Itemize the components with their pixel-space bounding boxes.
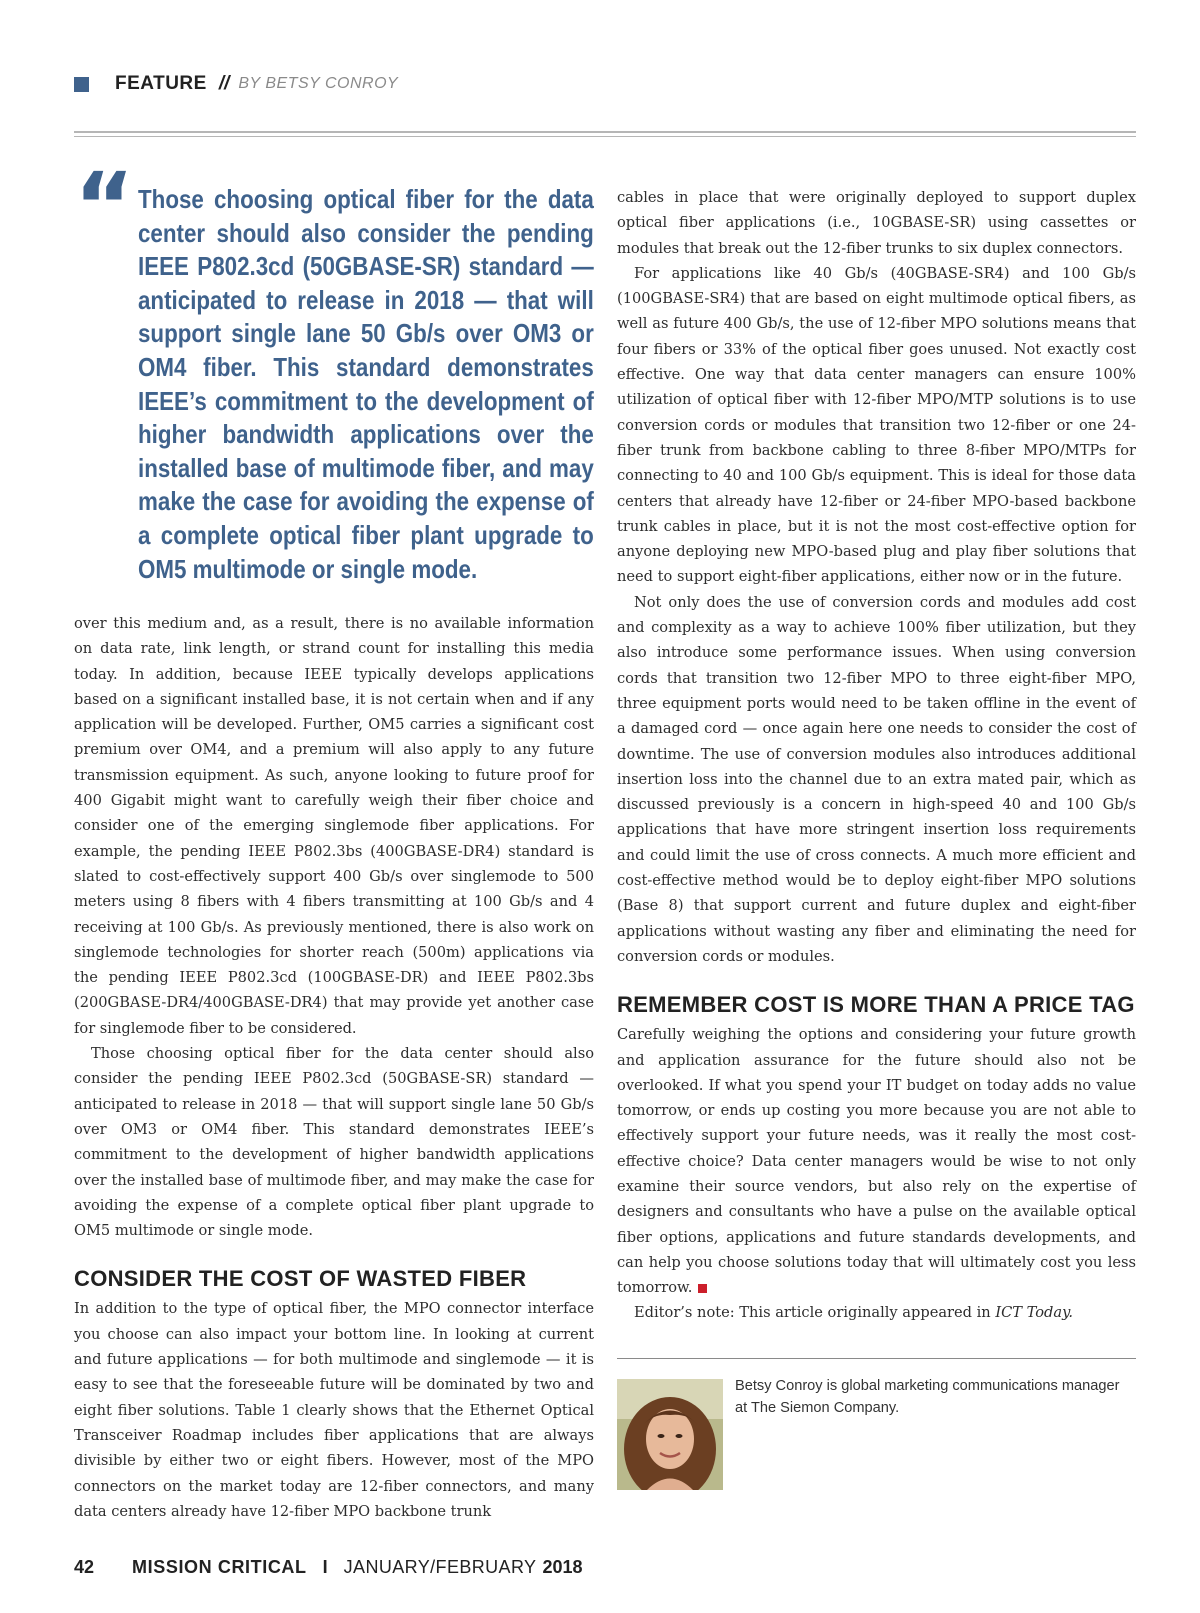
- author-portrait-image: [617, 1379, 723, 1490]
- body-paragraph: Those choosing optical fiber for the data center should also consider the pending IEEE P802.3cd (50GBASE-SR) standard — anticipated to release in 2018 — that will support single lane 50 Gb/s over OM3 or OM4 fiber. This standard demonstrates IEEE’s commitment to the development of higher bandwidth applications over the installed base of multimode fiber, and may make the case for avoiding the expense of a complete optical fiber plant upgrade to OM5 multimode or single mode.: [74, 1045, 594, 1240]
- footer-separator: I: [322, 1556, 328, 1577]
- body-paragraph: cables in place that were originally deployed to support duplex optical fiber applications (i.e., 10GBASE-SR) using cassettes or modules that break out the 12-fiber trunks to six duplex connectors.: [617, 189, 1136, 257]
- issue-year: 2018: [542, 1556, 583, 1577]
- body-paragraph: In addition to the type of optical fiber, the MPO connector interface you choose can also impact your bottom line. In looking at current and future applications — for both multimode and singlemode — it is easy to see that the foreseeable future will be dominated by two and eight fiber solutions. Table 1 clearly shows that the Ethernet Optical Transceiver Roadmap includes fiber applications that are always divisible by either two or eight fibers. However, most of the MPO connectors on the market today are 12-fiber connectors, and many data centers already have 12-fiber MPO backbone trunk: [74, 1300, 594, 1520]
- header-rule: [74, 131, 1136, 137]
- editor-note: [617, 1300, 1136, 1325]
- body-paragraph-final: [617, 1022, 1136, 1300]
- body-paragraph: Not only does the use of conversion cords and modules add cost and complexity as a way to achieve 100% fiber utilization, but they also introduce some performance issues. When using conversion cords that transition two 12-fiber MPO to three eight-fiber MPO, three equipment ports would need to be taken offline in the event of a damaged cord — once again here one needs to consider the cost of downtime. The use of conversion modules also introduces additional insertion loss into the channel due to an extra mated pair, which as discussed previously is a concern in high-speed 40 and 100 Gb/s applications that have more stringent insertion loss requirements and could limit the use of cross connects. A much more efficient and cost-effective method would be to deploy eight-fiber MPO solutions (Base 8) that support current and future duplex and eight-fiber applications without wasting any fiber and eliminating the need for conversion cords or modules.: [617, 593, 1136, 965]
- editor-note-publication: ICT Today.: [995, 1304, 1074, 1322]
- page-header: [74, 70, 398, 98]
- body-paragraph: over this medium and, as a result, there is no available information on data rate, link length, or strand count for installing this media today. In addition, because IEEE typically develops applications based on a significant installed base, it is not certain when and if any application will be developed. Further, OM5 carries a significant cost premium over OM4, and a premium will also apply to any future transmission equipment. As such, anyone looking to future proof for 400 Gigabit might want to carefully weigh their fiber choice and consider one of the emerging singlemode fiber applications. For example, the pending IEEE P802.3bs (400GBASE-DR4) standard is slated to cost-effectively support 400 Gb/s over singlemode to 500 meters using 8 fibers with 4 fibers transmitting at 100 Gb/s and 4 receiving at 100 Gb/s. As previously mentioned, there is also work on singlemode technologies for shorter reach (500m) applications via the pending IEEE P802.3cd (100GBASE-DR) and IEEE P802.3bs (200GBASE-DR4/400GBASE-DR4) that may provide yet another case for singlemode fiber to be considered.: [74, 615, 594, 1037]
- section-marker-square: [74, 77, 89, 92]
- pull-quote: [74, 153, 594, 586]
- end-of-article-icon: [698, 1284, 707, 1293]
- issue-date: JANUARY/FEBRUARY: [343, 1556, 537, 1577]
- author-bio: Betsy Conroy is global marketing communications manager at The Siemon Company.: [735, 1378, 1120, 1416]
- page-footer: [74, 1552, 582, 1582]
- pull-quote-text: Those choosing optical fiber for the data center should also consider the pending IEEE P802.3cd (50GBASE-SR) standard — anticipated to release in 2018 — that will support single lane 50 Gb/s over OM3 or OM4 fiber. This standard demonstrates IEEE’s commitment to the development of higher bandwidth applications over the installed base of multimode fiber, and may make the case for avoiding the expense of a complete optical fiber plant upgrade to OM5 multimode or single mode.: [138, 184, 594, 584]
- bio-divider: [617, 1358, 1136, 1359]
- article-column-right: [617, 185, 1136, 1326]
- section-heading-wasted-fiber: CONSIDER THE COST OF WASTED FIBER: [74, 1266, 527, 1292]
- section-heading-price-tag: REMEMBER COST IS MORE THAN A PRICE TAG: [617, 992, 1135, 1018]
- editor-note-text: Editor’s note: This article originally appeared in: [634, 1304, 996, 1322]
- header-separator: //: [218, 73, 230, 94]
- article-column-left: [74, 611, 594, 1524]
- final-paragraph-text: Carefully weighing the options and considering your future growth and application assurance for the future should also not be overlooked. If what you spend your IT budget on today adds no value tomorrow, or ends up costing you more because you are not able to effectively support your future needs, was it really the most cost-effective choice? Data center managers would be wise to not only examine their source vendors, but also rely on the expertise of designers and consultants who have a pulse on the available optical fiber options, applications and future standards developments, and can help you choose solutions today that will ultimately cost you less tomorrow.: [617, 1026, 1136, 1297]
- magazine-name: MISSION CRITICAL: [132, 1556, 307, 1577]
- page-number: 42: [74, 1556, 95, 1577]
- body-paragraph: For applications like 40 Gb/s (40GBASE-SR4) and 100 Gb/s (100GBASE-SR4) that are based on eight multimode optical fibers, as well as future 400 Gb/s, the use of 12-fiber MPO solutions means that four fibers or 33% of the optical fiber goes unused. Not exactly cost effective. One way that data center managers can ensure 100% utilization of optical fiber with 12-fiber MPO/MTP solutions is to use conversion cords or modules that transition two 12-fiber or one 24-fiber trunk from backbone cabling to three 8-fiber MPO/MTPs for connecting to 40 and 100 Gb/s equipment. This is ideal for those data centers that already have 12-fiber or 24-fiber MPO-based backbone trunk cables in place, but it is not the most cost-effective option for anyone deploying new MPO-based plug and play fiber solutions that need to support eight-fiber applications, either now or in the future.: [617, 264, 1136, 586]
- quote-mark-icon: “: [74, 153, 129, 260]
- section-kicker: FEATURE: [115, 73, 207, 94]
- byline: BY BETSY CONROY: [238, 75, 399, 92]
- author-photo: [617, 1379, 723, 1490]
